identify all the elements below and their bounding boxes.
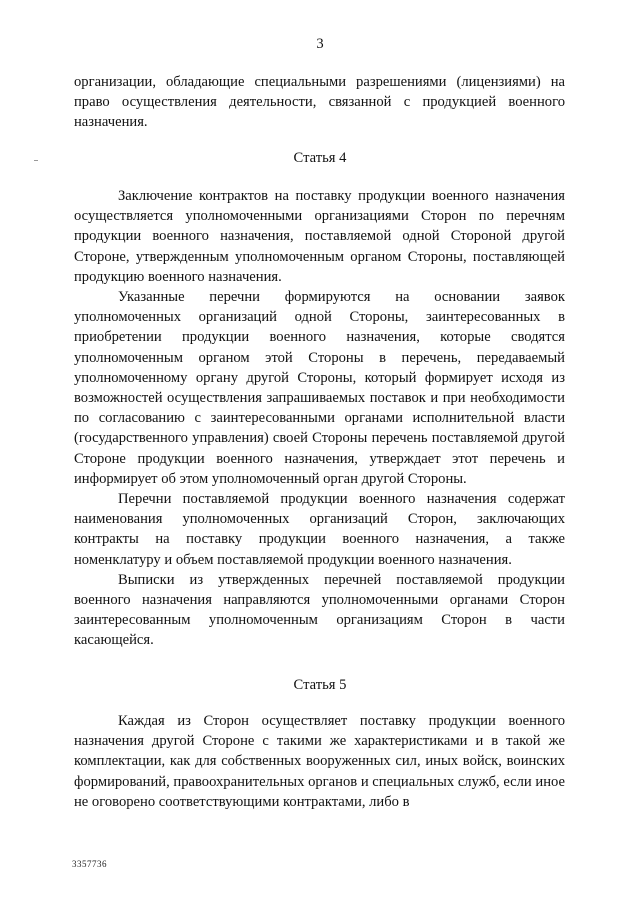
article-4-heading: Статья 4 xyxy=(293,150,347,166)
article-5-paragraph-1: Каждая из Сторон осуществляет поставку продукции военного назначения другой Стороне с такими же характеристиками и в такой же комплектации, как для собственных вооруженных сил, иных войск, воинских формирований, правоохранительных органов и специальных служб, если иное не оговорено соответствующими контрактами, либо в xyxy=(74,713,565,810)
article-4-paragraph-4: Выписки из утвержденных перечней поставляемой продукции военного назначения направляются уполномоченными органами Сторон заинтересованным уполномоченным организациям Сторон в части касающейся. xyxy=(74,571,565,649)
intro-paragraph: организации, обладающие специальными разрешениями (лицензиями) на право осуществления деятельности, связанной с продукцией военного назначения. xyxy=(74,74,565,131)
page-number: 3 xyxy=(316,36,324,52)
document-code: 3357736 xyxy=(72,859,107,869)
article-4-paragraph-3: Перечни поставляемой продукции военного назначения содержат наименования уполномоченных организаций Сторон, заключающих контракты на поставку продукции военного назначения, а также номенклатуру и объем поставляемой продукции военного назначения. xyxy=(74,491,565,568)
article-4-paragraph-1: Заключение контрактов на поставку продукции военного назначения осуществляется уполномоченными организациями Сторон по перечням продукции военного назначения, поставляемой одной Стороной другой Стороне, утвержденным уполномоченным органом Стороны, поставляющей продукцию военного назначения. xyxy=(74,188,565,285)
article-4-paragraph-2: Указанные перечни формируются на основании заявок уполномоченных организаций одной Стороны, заинтересованных в приобретении продукции военного назначения, которые сводятся уполномоченным органом этой Стороны в перечень, передаваемый уполномоченному органу другой Стороны, который формирует исходя из возможностей осуществления запрашиваемых поставок и при необходимости по согласованию с заинтересованными органами исполнительной власти (государственного управления) своей Стороны перечень поставляемой другой Стороне продукции военного назначения, утверждает этот перечень и информирует об этом уполномоченный орган другой Стороны. xyxy=(74,289,565,487)
article-5-body xyxy=(74,711,565,812)
article-4-body xyxy=(74,186,565,651)
intro-paragraph-block xyxy=(74,72,565,133)
article-5-heading: Статья 5 xyxy=(293,677,347,693)
